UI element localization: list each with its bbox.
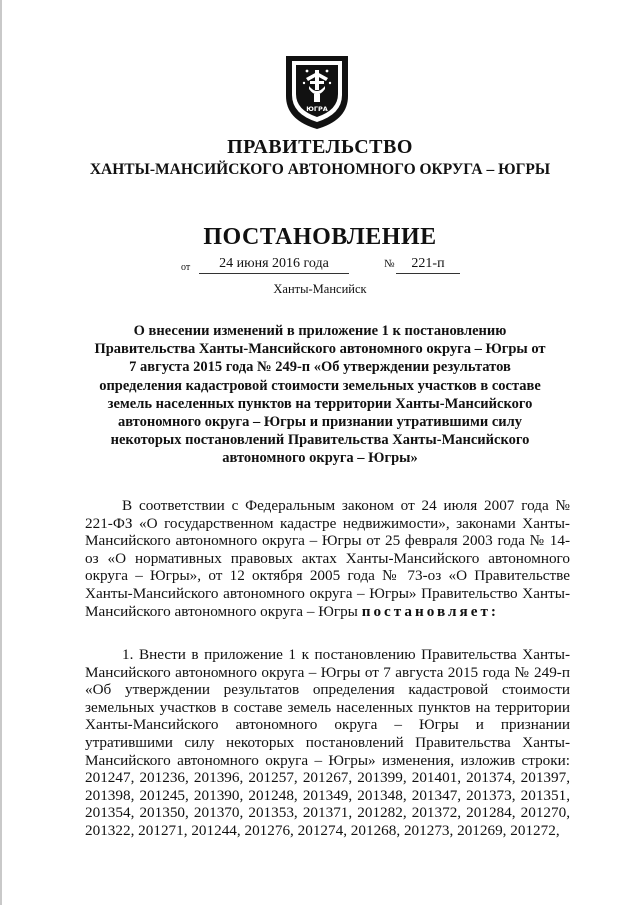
government-title: ПРАВИТЕЛЬСТВО xyxy=(227,136,413,158)
svg-text:ЮГРА: ЮГРА xyxy=(306,105,328,113)
number-prefix: № xyxy=(384,258,395,270)
decree-number: 221-п xyxy=(396,255,460,274)
coat-of-arms-icon xyxy=(280,50,354,132)
resolves-word: постановляет: xyxy=(361,602,499,620)
preamble-paragraph xyxy=(85,497,570,620)
item-1-paragraph: 1. Внести в приложение 1 к постановлению Правительства Ханты-Мансийского автономного округа – Югры от 7 августа 2015 года № 249-п «Об утверждении результатов определения кадастровой стоимости земельных участков в составе земель населенных пунктов на территории Ханты-Мансийского автономного округа – Югры и признании утратившими силу некоторых постановлений Правительства Ханты-Мансийского автономного округа – Югры» изменения, изложив строки: 201247, 201236, 201396, 201257, 201267, 201399, 201401, 201374, 201397, 201398, 201245, 201390, 201248, 201349, 201348, 201347, 201373, 201351, 201354, 201350, 201370, 201353, 201371, 201282, 201372, 201284, 201270, 201322, 201271, 201244, 201276, 201274, 201268, 201273, 201269, 201272, xyxy=(85,646,570,839)
decree-date-number-line xyxy=(0,255,640,277)
issue-city: Ханты-Мансийск xyxy=(273,282,367,296)
preamble-text: В соответствии с Федеральным законом от 24 июля 2007 года № 221-ФЗ «О государственном кадастре недвижимости», законами Ханты-Мансийского автономного округа – Югры от 25 февраля 2003 года № 14-оз «О нормативных правовых актах Ханты-Мансийского автономного округа – Югры», от 12 октября 2005 года № 73-оз «О Правительстве Ханты-Мансийского автономного округа – Югры» Правительство Ханты-Мансийского автономного округа – Югры xyxy=(85,497,570,620)
date-prefix: от xyxy=(181,262,191,273)
government-subtitle: ХАНТЫ-МАНСИЙСКОГО АВТОНОМНОГО ОКРУГА – ЮГРЫ xyxy=(89,161,551,178)
document-type-title: ПОСТАНОВЛЕНИЕ xyxy=(203,224,437,250)
decree-date: 24 июня 2016 года xyxy=(199,255,349,274)
decree-subject: О внесении изменений в приложение 1 к постановлению Правительства Ханты-Мансийского автономного округа – Югры от 7 августа 2015 года № 249-п «Об утверждении результатов определения кадастровой стоимости земельных участков в составе земель населенных пунктов на территории Ханты-Мансийского автономного округа – Югры и признании утратившими силу некоторых постановлений Правительства Ханты-Мансийского автономного округа – Югры» xyxy=(94,323,546,467)
